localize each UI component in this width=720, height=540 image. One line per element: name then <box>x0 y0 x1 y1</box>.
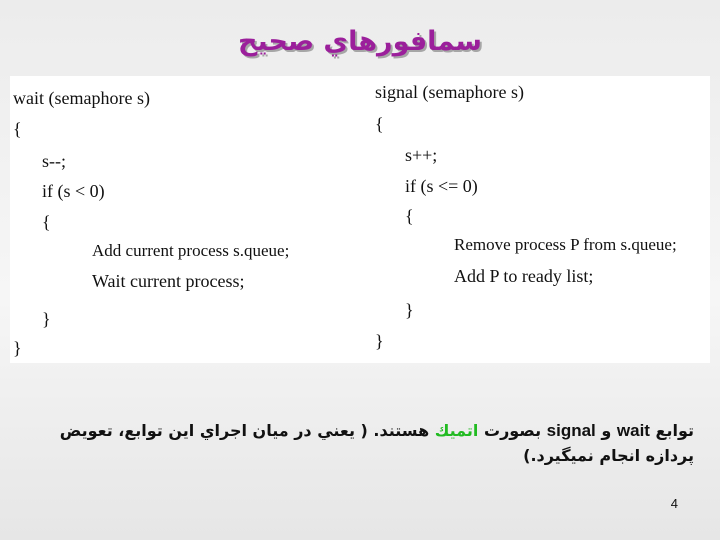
code-line: { <box>375 114 384 134</box>
desc-part: بصورت <box>483 421 542 440</box>
code-line: } <box>375 331 384 351</box>
desc-part: و <box>601 421 612 440</box>
code-line: s--; <box>42 151 66 171</box>
code-line: } <box>405 300 414 320</box>
code-line: Wait current process; <box>92 271 245 291</box>
code-line: s++; <box>405 145 438 165</box>
code-line: } <box>42 309 51 329</box>
desc-part: توابع <box>655 421 694 440</box>
code-line: Remove process P from s.queue; <box>454 235 677 254</box>
page-number: 4 <box>670 496 678 511</box>
code-line: signal (semaphore s) <box>375 82 524 102</box>
code-line: } <box>13 338 22 358</box>
keyword-wait: wait <box>616 421 650 440</box>
keyword-signal: signal <box>546 421 596 440</box>
description-text <box>14 418 694 468</box>
code-line: wait (semaphore s) <box>13 88 150 108</box>
code-line: Add P to ready list; <box>454 266 594 286</box>
code-line: { <box>13 119 22 139</box>
code-line: { <box>42 212 51 232</box>
code-line: if (s <= 0) <box>405 176 478 196</box>
desc-part: هستند. ( يعني در ميان اجراي اين توابع، تعويض پردازه انجام نميگيرد.) <box>59 421 694 465</box>
atomic-highlight: اتميك <box>434 421 479 440</box>
code-line: { <box>405 206 414 226</box>
code-line: if (s < 0) <box>42 181 105 201</box>
code-panel <box>10 76 710 363</box>
slide-title: سمافورهاي صحيح <box>238 26 482 57</box>
code-line: Add current process s.queue; <box>92 241 290 260</box>
